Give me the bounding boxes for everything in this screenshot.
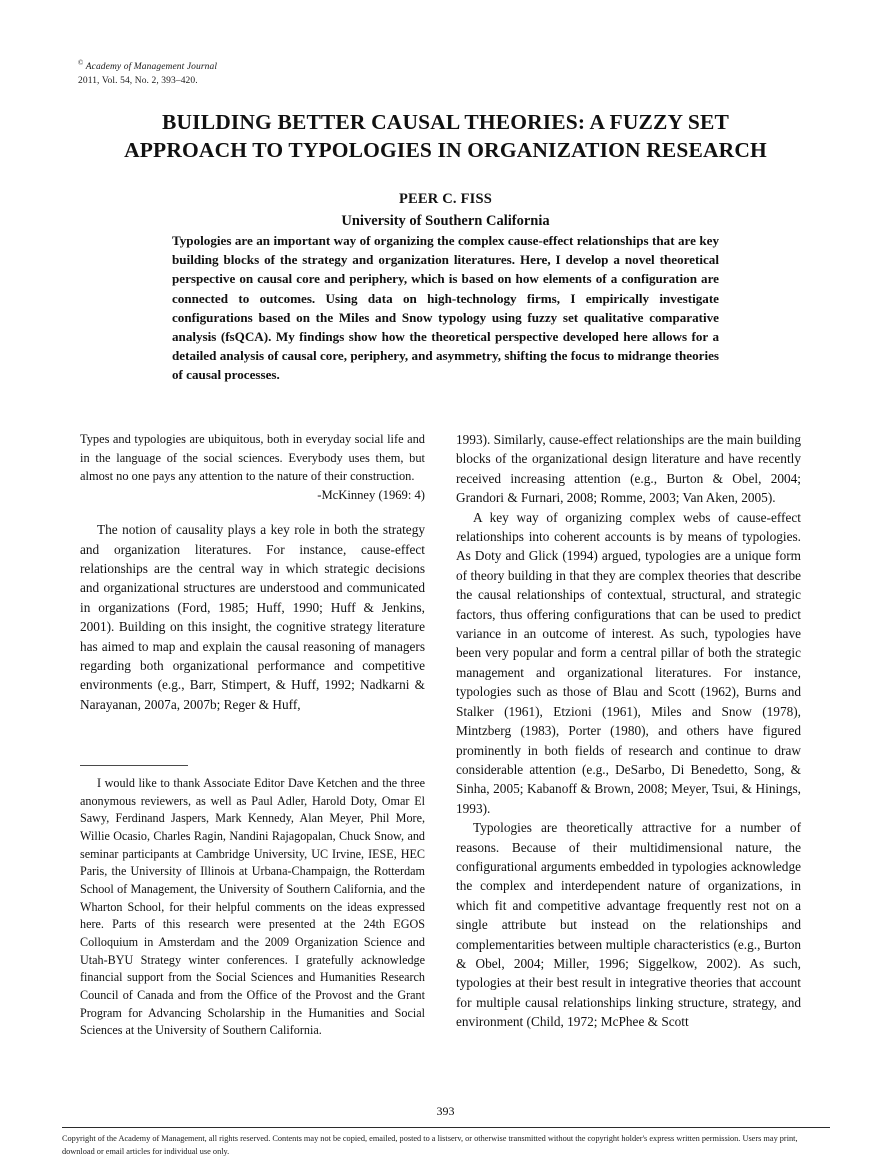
right-paragraph-2: A key way of organizing complex webs of cause-effect relationships into coherent accounts is by means of typologies. As Doty and Glick (1994) argued, typologies are a unique form of theory building in that they are complex theories that describe the causal relationships of contextual, structural, and strategic factors, thus offering configurations that can be used to predict variance in an outcome of interest. As such, typologies have been very popular and form a central pillar of both the strategic management and organizational literatures. For instance, typologies such as those of Blau and Scott (1962), Burns and Stalker (1961), Etzioni (1961), Miles and Snow (1978), Mintzberg (1983), Porter (1980), and others have figured prominently in both fields of research and continue to draw considerable attention (e.g., DeSarbo, Di Benedetto, Song, & Sinha, 2005; Kabanoff & Brown, 2008; Meyer, Tsui, & Hinings, 1993). (456, 509, 801, 816)
page-number: 393 (436, 1104, 455, 1118)
page-title (78, 108, 813, 165)
abstract: Typologies are an important way of organizing the complex cause-effect relationships that are key building blocks of the strategy and organization literatures. Here, I develop a novel theoretical perspective on causal core and periphery, which is based on how elements of a configuration are connected to outcomes. Using data on high-technology firms, I empirically investigate configurations based on the Miles and Snow typology using fuzzy set qualitative comparative analysis (fsQCA). My findings show how the theoretical perspective developed here allows for a detailed analysis of causal core, periphery, and asymmetry, shifting the focus to midrange theories of causal processes. (172, 233, 719, 383)
right-paragraph-1: 1993). Similarly, cause-effect relationships are the main building blocks of the organizational design literature and have recently received increasing attention (e.g., Burton & Obel, 2004; Grandori & Furnari, 2008; Romme, 2003; Van Aken, 2005). (456, 432, 801, 506)
journal-header (78, 58, 217, 89)
title-block (78, 108, 813, 230)
journal-citation-line: 2011, Vol. 54, No. 2, 393–420. (78, 75, 198, 86)
copyright-mark: © (78, 59, 84, 67)
journal-name-line (78, 58, 217, 75)
journal-name: Academy of Management Journal (85, 62, 218, 73)
title-line-1: BUILDING BETTER CAUSAL THEORIES: A FUZZY SET (162, 110, 729, 134)
right-paragraph-3: Typologies are theoretically attractive for a number of reasons. Because of their multidimensional nature, the configurational arguments embedded in typologies acknowledge the complex and interdependent nature of organizations, in which fit and competitive advantage frequently rest not on a single attribute but instead on the relationships and complementarities between multiple characteristics (e.g., Burton & Obel, 2004; Miller, 1996; Siggelkow, 2002). As such, typologies at their best result in integrative theories that account for multiple causal relationships linking structure, strategy, and environment (Child, 1972; McPhee & Scott (456, 820, 801, 1030)
footnote-divider (80, 765, 188, 766)
epigraph-quote: Types and typologies are ubiquitous, both in everyday social life and in the language of the social sciences. Everybody uses them, but almost no one pays any attention to the nature of their construction. (80, 432, 425, 484)
body-column-left (80, 430, 425, 714)
footer-divider (62, 1127, 830, 1128)
author-affiliation: University of Southern California (341, 212, 550, 229)
title-line-2: APPROACH TO TYPOLOGIES IN ORGANIZATION RESEARCH (124, 138, 767, 163)
copyright-notice: Copyright of the Academy of Management, all rights reserved. Contents may not be copied, emailed, posted to a listserv, or otherwise transmitted without the copyright holder's express written permission. Users may print, download or email articles for individual use only. (62, 1134, 798, 1157)
epigraph-source: -McKinney (1969: 4) (317, 487, 425, 502)
footnote-text: I would like to thank Associate Editor Dave Ketchen and the three anonymous reviewers, as well as Paul Adler, Harold Doty, Omar El Sawy, Ferdinand Jaspers, Mark Kennedy, Alan Meyer, Phil More, Willie Ocasio, Charles Ragin, Nandini Rajagopalan, Chuck Snow, and seminar participants at Cambridge University, UC Irvine, IESE, HEC Paris, the University of Illinois at Urbana-Champaign, the Rotterdam School of Management, the University of Southern California, and the Wharton School, for their helpful comments on the ideas expressed here. Parts of this research were presented at the 24th EGOS Colloquium in Amsterdam and the 2009 Organization Science and Utah-BYU Strategy winter conferences. I gratefully acknowledge financial support from the Social Sciences and Humanities Research Council of Canada and from the Office of the Provost and the Grant Program for Advancing Scholarship in the Humanities and Social Sciences at the University of Southern California. (80, 776, 425, 1038)
body-column-right (456, 430, 801, 1032)
left-paragraph-1: The notion of causality plays a key role in both the strategy and organization literatures. For instance, cause-effect relationships are the central way in which strategic decisions and organizational structures are understood and communicated in organizations (Ford, 1985; Huff, 1990; Huff & Jenkins, 2001). Building on this insight, the cognitive strategy literature has aimed to map and explain the causal reasoning of managers regarding both organizational performance and competitive environments (e.g., Barr, Stimpert, & Huff, 1992; Nadkarni & Narayanan, 2007a, 2007b; Reger & Huff, (80, 522, 425, 712)
footnote-block (80, 765, 425, 1040)
author-name: PEER C. FISS (398, 190, 493, 207)
